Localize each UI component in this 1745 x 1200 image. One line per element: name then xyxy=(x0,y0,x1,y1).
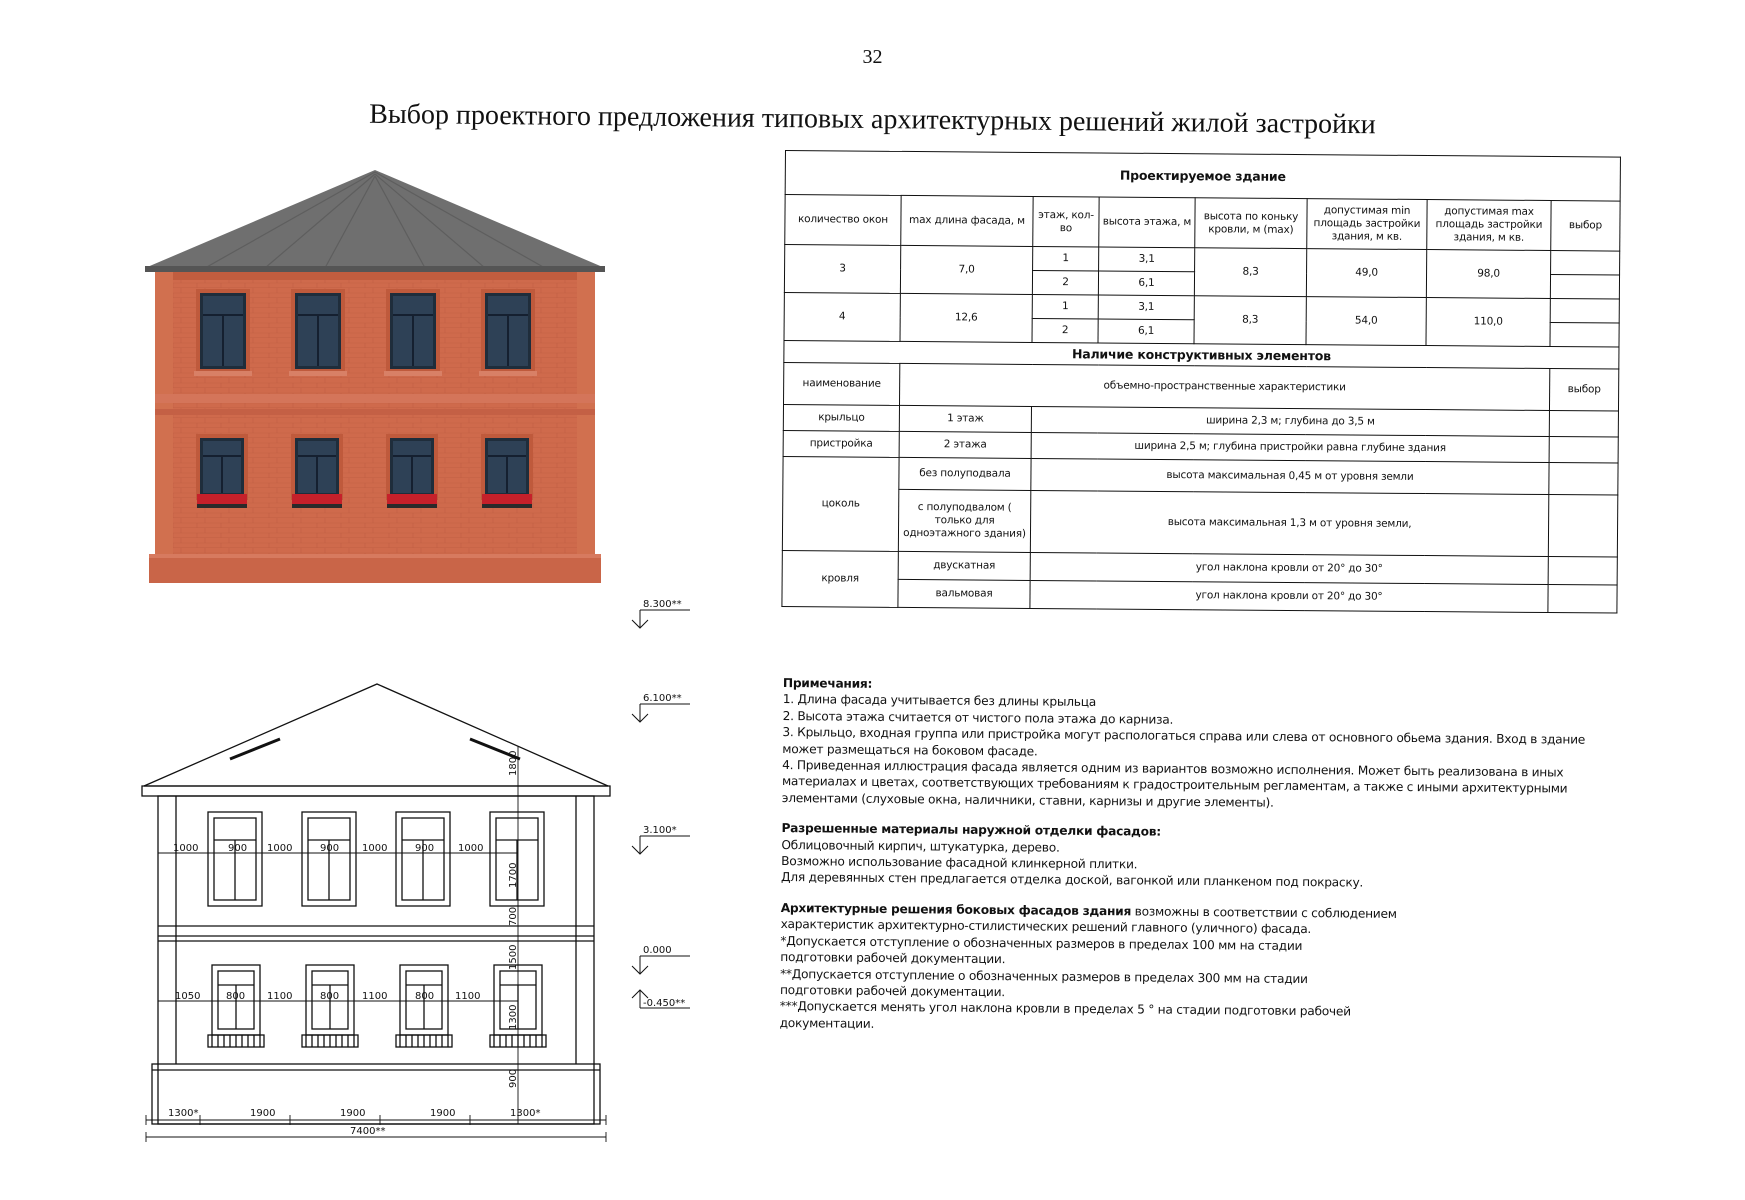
section-title-elements: Наличие конструктивных элементов xyxy=(784,340,1619,369)
dim-h-5: 1300* xyxy=(510,1108,541,1119)
footnote: *Допускается отступление о обозначенных размеров в пределах 100 мм на стадии подготовки рабочей документации. xyxy=(780,933,1303,967)
header-length: max длина фасада, м xyxy=(901,195,1033,246)
cell-floor-height: 3,1 xyxy=(1098,295,1194,320)
cell-floor-height: 3,1 xyxy=(1099,247,1195,272)
desc-porch: ширина 2,3 м; глубина до 3,5 м xyxy=(1031,406,1549,436)
header-floor-height: высота этажа, м xyxy=(1099,197,1195,248)
dim-vert-bottom-1: 1500 xyxy=(508,944,519,970)
choice-checkbox[interactable] xyxy=(1550,323,1619,348)
cell-floor-height: 6,1 xyxy=(1098,319,1194,344)
cell-max-area: 110,0 xyxy=(1426,298,1550,347)
dim-h-4: 1900 xyxy=(430,1108,456,1119)
cell-floor: 1 xyxy=(1032,294,1098,319)
colored-facade-illustration xyxy=(145,168,605,583)
choice-checkbox[interactable] xyxy=(1550,299,1619,324)
cell-windows: 4 xyxy=(784,292,900,341)
level-eave: 6.100** xyxy=(643,693,682,704)
cell-floor: 1 xyxy=(1033,246,1099,271)
desc-annex: ширина 2,5 м; глубина пристройки равна глубине здания xyxy=(1031,432,1549,462)
element-plinth: цоколь xyxy=(782,456,899,551)
variant-annex: 2 этажа xyxy=(899,431,1031,458)
dim-vert-top-2: 1700 xyxy=(508,862,519,888)
upper-windows-outline xyxy=(208,812,544,906)
cell-floor-height: 6,1 xyxy=(1098,271,1194,296)
dim-h-3: 1900 xyxy=(340,1108,366,1119)
dim-bottom-w3: 800 xyxy=(415,991,435,1002)
footnote: **Допускается отступление о обозначенных размеров в пределах 300 мм на стадии подготовки рабочей документации. xyxy=(779,966,1308,1000)
cell-length: 12,6 xyxy=(900,293,1032,342)
level-ridge: 8.300** xyxy=(643,599,682,610)
desc-plinth-2: высота максимальная 1,3 м от уровня земли, xyxy=(1030,490,1548,556)
element-porch: крыльцо xyxy=(783,404,899,431)
dim-top-4: 1000 xyxy=(458,843,484,854)
cell-max-area: 98,0 xyxy=(1426,250,1550,299)
note-item: 4. Приведенная иллюстрация фасада является одним из вариантов возможно исполнения. Может быть реализована в иных материалах и цветах, соответствующих требованиям к градостроительным регламентам, а также с иными архитектурными элементами (слуховые окна, наличники, ставни, карнизы и другие элементы). xyxy=(781,758,1568,810)
cell-windows: 3 xyxy=(784,245,900,294)
dim-bottom-1: 1050 xyxy=(175,991,201,1002)
choice-checkbox[interactable] xyxy=(1549,437,1618,464)
dim-h-1: 1300* xyxy=(168,1108,199,1119)
choice-checkbox[interactable] xyxy=(1548,557,1617,586)
level-floor2: 3.100* xyxy=(643,825,677,836)
page-title: Выбор проектного предложения типовых архитектурных решений жилой застройки xyxy=(369,98,1376,141)
header-min-area: допустимая min площадь застройки здания, м кв. xyxy=(1307,199,1427,250)
dim-top-1: 1000 xyxy=(173,843,199,854)
spec-table-wrapper xyxy=(781,150,1620,614)
note-item: 3. Крыльцо, входная группа или пристройка могут распологаться справа или слева от основного обьема здания. Вход в здание может размещаться на боковом фасаде. xyxy=(782,725,1586,759)
header-choice: выбор xyxy=(1551,201,1620,252)
note-item: 2. Высота этажа считается от чистого пола этажа до карниза. xyxy=(782,708,1174,727)
material-item: Возможно использование фасадной клинкерной плитки. xyxy=(781,854,1138,872)
variant-porch: 1 этаж xyxy=(899,405,1031,432)
cell-length: 7,0 xyxy=(900,245,1032,294)
element-roof: кровля xyxy=(782,550,898,607)
choice-checkbox[interactable] xyxy=(1549,411,1618,438)
cell-ridge: 8,3 xyxy=(1194,296,1306,345)
choice-checkbox[interactable] xyxy=(1550,275,1619,300)
desc-roof-2: угол наклона кровли от 20° до 30° xyxy=(1030,580,1548,612)
cell-floor: 2 xyxy=(1032,318,1098,343)
side-facades-heading: Архитектурные решения боковых фасадов здания xyxy=(780,900,1132,919)
dim-bottom-2: 1100 xyxy=(267,991,293,1002)
choice-checkbox[interactable] xyxy=(1549,463,1618,496)
variant-plinth-1: без полуподвала xyxy=(899,457,1031,490)
dim-h-total: 7400** xyxy=(350,1126,386,1137)
header-floor: этаж, кол-во xyxy=(1033,196,1099,247)
header-choice: выбор xyxy=(1549,369,1618,412)
desc-roof-1: угол наклона кровли от 20° до 30° xyxy=(1030,552,1548,584)
cell-min-area: 54,0 xyxy=(1306,297,1426,346)
dim-top-3: 1000 xyxy=(362,843,388,854)
lower-windows-outline xyxy=(208,965,546,1047)
notes-block xyxy=(780,675,1603,1039)
notes-heading: Примечания: xyxy=(782,675,873,691)
materials-heading: Разрешенные материалы наружной отделки фасадов: xyxy=(781,821,1161,839)
choice-checkbox[interactable] xyxy=(1548,585,1617,614)
cell-ridge: 8,3 xyxy=(1194,248,1306,297)
choice-checkbox[interactable] xyxy=(1551,251,1620,276)
header-ridge: высота по коньку кровли, м (max) xyxy=(1195,198,1307,249)
dim-vert-top-1: 1800 xyxy=(508,750,519,776)
facade-line-drawing xyxy=(140,599,700,1145)
section-title-building: Проектируемое здание xyxy=(785,151,1620,202)
variant-plinth-2: с полуподвалом ( только для одноэтажного здания) xyxy=(898,489,1030,552)
dim-bottom-3: 1100 xyxy=(362,991,388,1002)
header-max-area: допустимая max площадь застройки здания, м кв. xyxy=(1427,200,1551,251)
roof-outline xyxy=(144,684,608,786)
header-name: наименование xyxy=(784,362,900,405)
dim-bottom-w2: 800 xyxy=(320,991,340,1002)
dim-bottom-4: 1100 xyxy=(455,991,481,1002)
cell-min-area: 49,0 xyxy=(1306,249,1426,298)
variant-roof-2: вальмовая xyxy=(898,579,1030,608)
level-zero: 0.000 xyxy=(643,945,672,956)
spec-table xyxy=(781,150,1621,614)
dim-vert-bottom-3: 900 xyxy=(508,1068,519,1088)
element-annex: пристройка xyxy=(783,430,899,457)
dim-top-2: 1000 xyxy=(267,843,293,854)
dim-top-w3: 900 xyxy=(415,843,435,854)
note-item: 1. Длина фасада учитывается без длины крыльца xyxy=(782,692,1097,710)
desc-plinth-1: высота максимальная 0,45 м от уровня земли xyxy=(1031,458,1549,494)
side-facades-text: возможны в соответствии с соблюдением характеристик архитектурно-стилистических решений главного (уличного) фасада. xyxy=(780,904,1397,937)
choice-checkbox[interactable] xyxy=(1548,495,1618,558)
cell-floor: 2 xyxy=(1032,270,1098,295)
dim-bottom-w1: 800 xyxy=(226,991,246,1002)
dim-top-w1: 900 xyxy=(228,843,248,854)
page-number: 32 xyxy=(862,46,883,68)
dim-vert-bottom-2: 1300 xyxy=(508,1004,519,1030)
header-characteristics: объемно-пространственные характеристики xyxy=(899,363,1549,410)
footnote: ***Допускается менять угол наклона кровли в пределах 5 ° на стадии подготовки рабочей документации. xyxy=(779,999,1351,1031)
dim-top-w2: 900 xyxy=(320,843,340,854)
material-item: Облицовочный кирпич, штукатурка, дерево. xyxy=(781,837,1060,855)
header-windows: количество окон xyxy=(785,195,901,246)
dim-h-2: 1900 xyxy=(250,1108,276,1119)
level-ground: -0.450** xyxy=(643,998,686,1009)
roof xyxy=(145,170,605,268)
variant-roof-1: двускатная xyxy=(898,551,1030,580)
dim-vert-top-3: 700 xyxy=(508,906,519,926)
material-item: Для деревянных стен предлагается отделка доской, вагонкой или планкеном под покраску. xyxy=(780,870,1364,891)
